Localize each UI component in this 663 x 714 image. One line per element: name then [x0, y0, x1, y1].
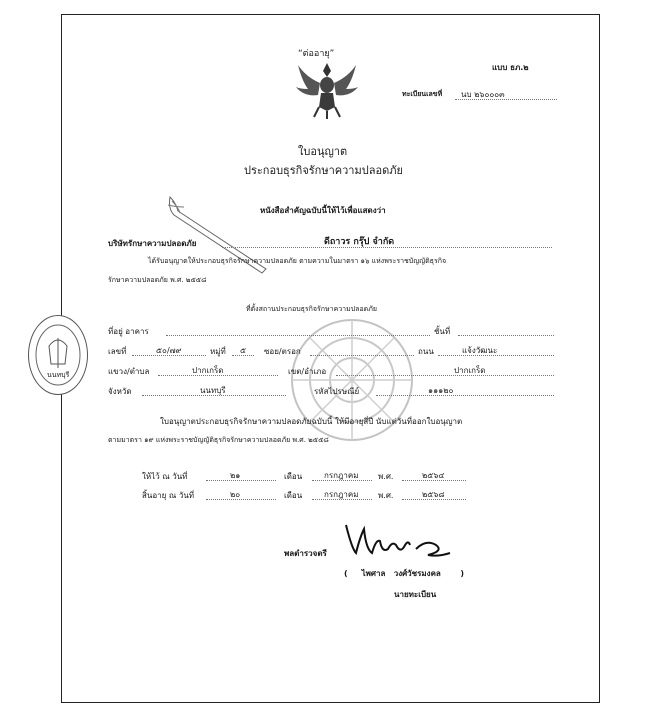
subdistrict-label: แขวง/ตำบล [108, 367, 150, 376]
building-label: ที่อยู่ อาคาร [108, 327, 149, 336]
watermark-emblem-icon [277, 305, 427, 455]
form-code: แบบ ธภ.๒ [492, 63, 529, 72]
issued-month-label: เดือน [284, 472, 303, 481]
expires-year-label: พ.ศ. [378, 491, 394, 500]
seal-emblem-icon [29, 316, 87, 394]
registration-label: ทะเบียนเลขที่ [402, 90, 443, 98]
expires-day: ๒๐ [230, 490, 241, 499]
subdistrict-value: ปากเกร็ด [192, 366, 224, 375]
moo-label: หมู่ที่ [210, 347, 226, 356]
official-seal [28, 315, 88, 395]
title-line-1: ใบอนุญาต [298, 145, 348, 158]
company-label: บริษัทรักษาความปลอดภัย [108, 239, 197, 248]
certify-line: หนังสือสำคัญฉบับนี้ให้ไว้เพื่อแสดงว่า [260, 206, 386, 215]
renewal-stamp: “ต่ออายุ” [298, 49, 335, 59]
district-value: ปากเกร็ด [454, 366, 486, 375]
expires-month-label: เดือน [284, 491, 303, 500]
signer-name: ( ไพศาล วงศ์วัชรมงคล ) [344, 569, 464, 578]
district-label: เขต/อำเภอ [288, 367, 327, 376]
garuda-emblem-icon [294, 59, 360, 121]
seal-text: นนทบุรี [47, 371, 70, 379]
license-document [47, 14, 600, 703]
expires-label: สิ้นอายุ ณ วันที่ [142, 491, 195, 500]
no-label: เลขที่ [108, 347, 127, 356]
issued-label: ให้ไว้ ณ วันที่ [142, 472, 188, 481]
postcode-value: ๑๑๑๒๐ [428, 386, 454, 395]
issued-year: ๒๕๖๔ [422, 471, 445, 480]
postcode-label: รหัสไปรษณีย์ [314, 387, 360, 396]
handwritten-signature [342, 519, 454, 563]
soi-label: ซอย/ตรอก [264, 347, 301, 356]
registration-number: นบ ๒๖๐๐๐๓ [461, 90, 505, 99]
office-heading: ที่ตั้งสถานประกอบธุรกิจรักษาความปลอดภัย [246, 305, 377, 313]
province-value: นนทบุรี [200, 386, 226, 395]
issued-day: ๒๑ [230, 471, 241, 480]
signer-title: นายทะเบียน [394, 590, 437, 599]
road-value: แจ้งวัฒนะ [462, 346, 498, 355]
issued-month: กรกฎาคม [324, 471, 359, 480]
province-label: จังหวัด [108, 387, 132, 396]
signer-rank: พลตำรวจตรี [284, 549, 327, 558]
permit-line-1: ได้รับอนุญาตให้ประกอบธุรกิจรักษาความปลอดภัย ตามความในมาตรา ๑๖ แห่งพระราชบัญญัติธุรกิจ [148, 257, 447, 265]
expires-month: กรกฎาคม [324, 490, 359, 499]
expires-year: ๒๕๖๘ [422, 490, 445, 499]
road-label: ถนน [418, 347, 434, 356]
no-value: ๕๐/๗๙ [156, 346, 182, 355]
moo-value: ๕ [240, 346, 247, 355]
floor-label: ชั้นที่ [434, 327, 451, 336]
issued-year-label: พ.ศ. [378, 472, 394, 481]
permit-line-2: รักษาความปลอดภัย พ.ศ. ๒๕๕๘ [108, 276, 207, 284]
company-name: ดีถาวร กรุ๊ป จำกัด [324, 237, 395, 247]
title-line-2: ประกอบธุรกิจรักษาความปลอดภัย [244, 164, 403, 177]
validity-line-2: ตามมาตรา ๑๙ แห่งพระราชบัญญัติธุรกิจรักษาความปลอดภัย พ.ศ. ๒๕๕๘ [108, 436, 329, 444]
validity-line-1: ใบอนุญาตประกอบธุรกิจรักษาความปลอดภัยฉบับนี้ ให้มีอายุสี่ปี นับแต่วันที่ออกใบอนุญาต [160, 417, 463, 426]
